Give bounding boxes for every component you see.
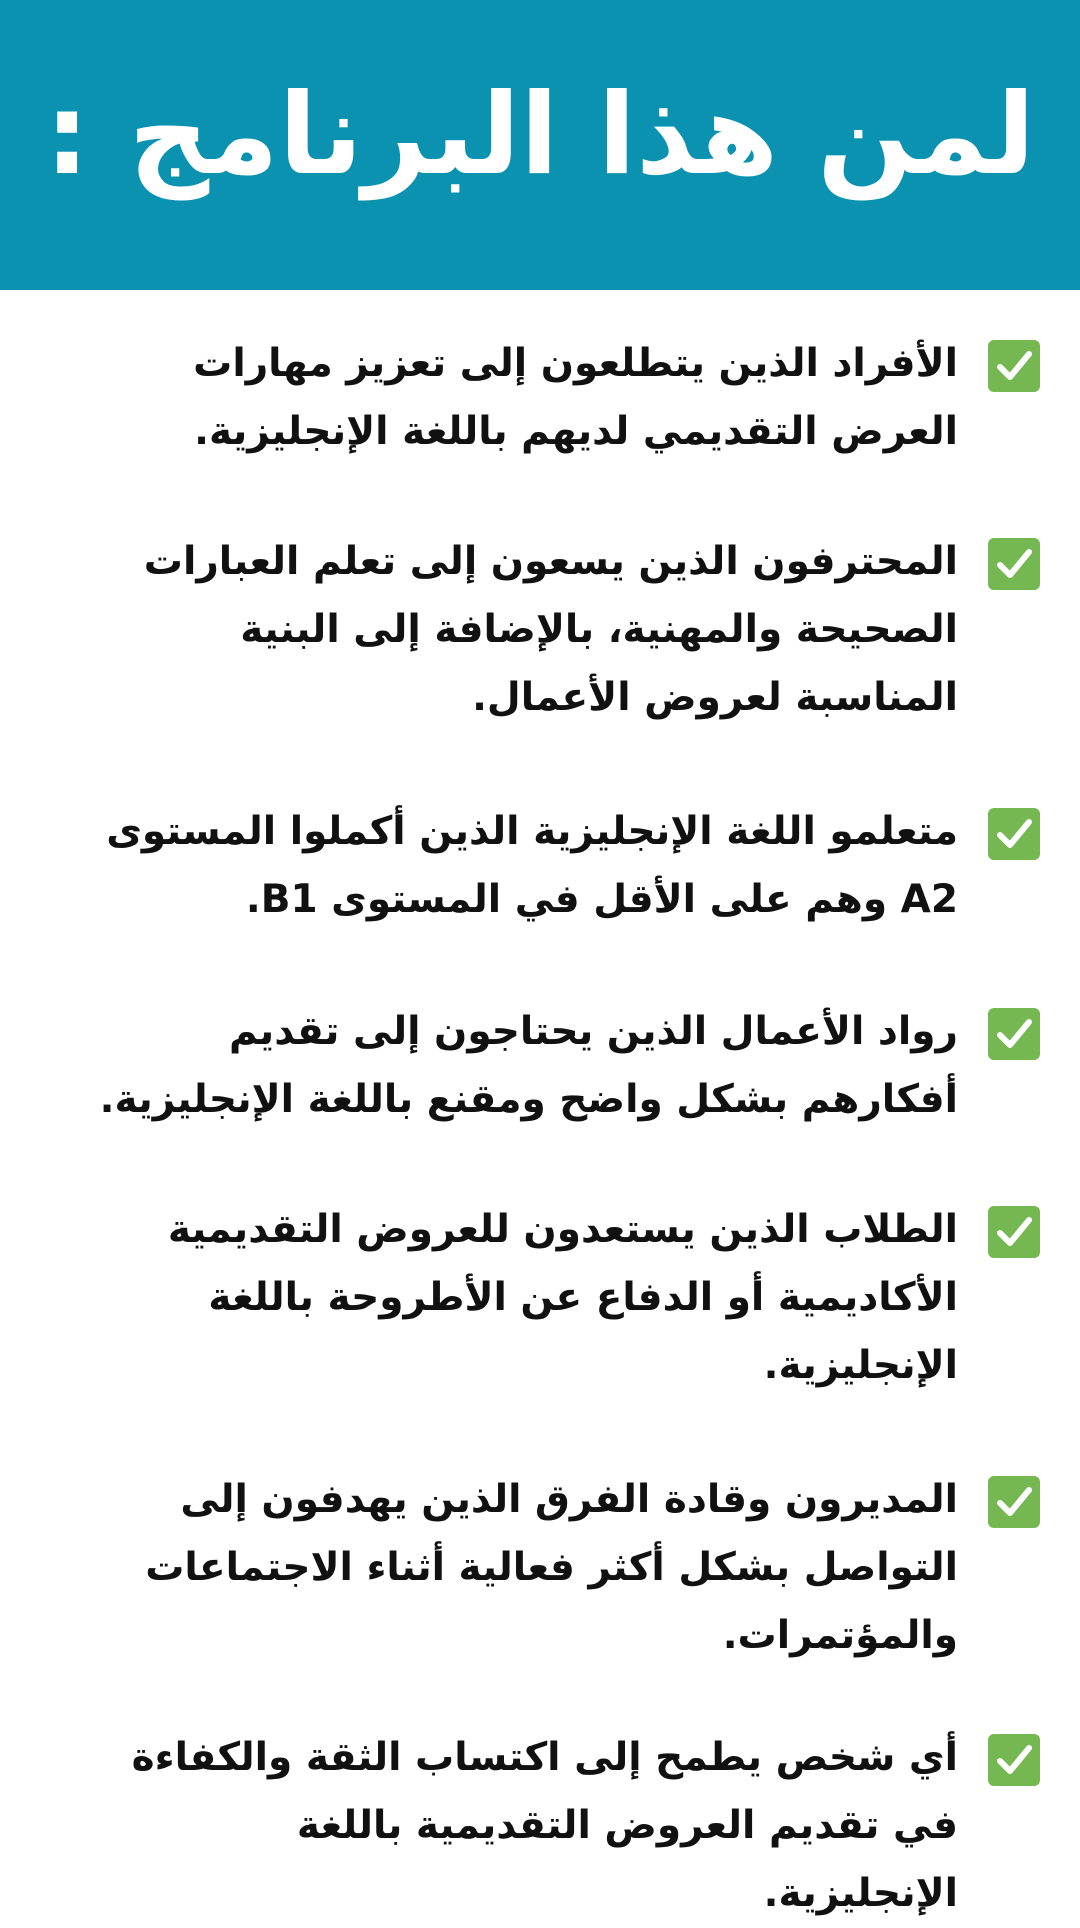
check-icon [988, 1206, 1040, 1258]
list-item [40, 1466, 1040, 1670]
check-icon [988, 808, 1040, 860]
list-item [40, 998, 1040, 1134]
check-icon [988, 1734, 1040, 1786]
list-item [40, 330, 1040, 466]
list-item-text: الأفراد الذين يتطلعون إلى تعزيز مهارات العرض التقديمي لديهم باللغة الإنجليزية. [193, 341, 958, 454]
list-item [40, 1196, 1040, 1400]
list-item-text: رواد الأعمال الذين يحتاجون إلى تقديم أفكارهم بشكل واضح ومقنع باللغة الإنجليزية. [99, 1009, 958, 1122]
list-item-text: الطلاب الذين يستعدون للعروض التقديمية الأكاديمية أو الدفاع عن الأطروحة باللغة الإنجليزية. [167, 1207, 958, 1388]
list-item-text: متعلمو اللغة الإنجليزية الذين أكملوا المستوى A2 وهم على الأقل في المستوى B1. [106, 809, 958, 922]
page-title: لمن هذا البرنامج : [44, 70, 1036, 200]
list-item-text: المحترفون الذين يسعون إلى تعلم العبارات الصحيحة والمهنية، بالإضافة إلى البنية المناسبة لعروض الأعمال. [143, 539, 958, 720]
list-item [40, 528, 1040, 732]
check-icon [988, 340, 1040, 392]
list-item-text: أي شخص يطمح إلى اكتساب الثقة والكفاءة في تقديم العروض التقديمية باللغة الإنجليزية. [131, 1735, 958, 1916]
check-icon [988, 538, 1040, 590]
header-banner [0, 0, 1080, 290]
check-icon [988, 1008, 1040, 1060]
list-item [40, 1724, 1040, 1928]
list-item-text: المديرون وقادة الفرق الذين يهدفون إلى التواصل بشكل أكثر فعالية أثناء الاجتماعات والمؤتمرات. [145, 1477, 958, 1658]
list-item [40, 798, 1040, 934]
check-icon [988, 1476, 1040, 1528]
